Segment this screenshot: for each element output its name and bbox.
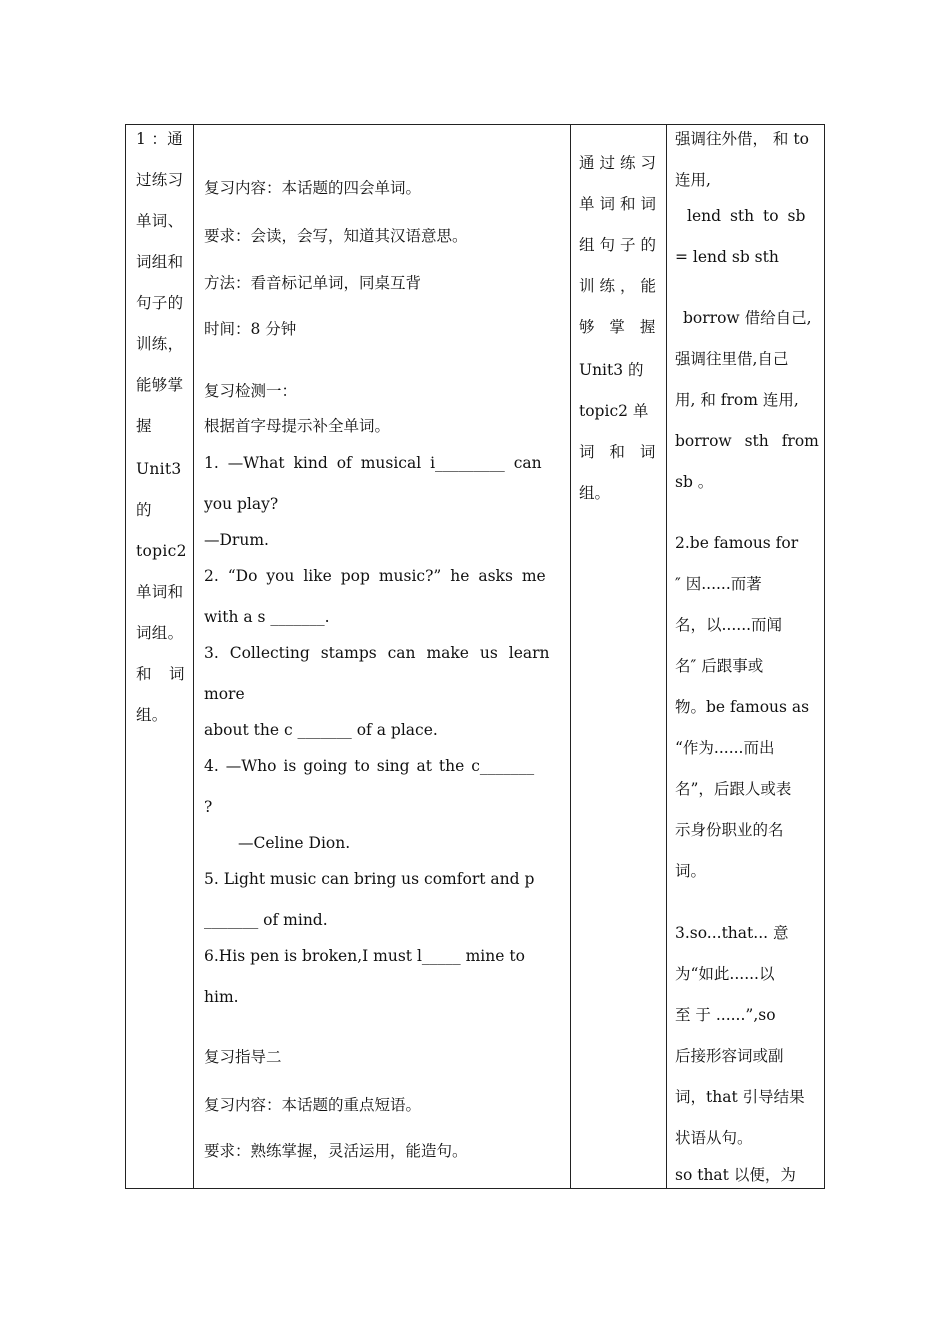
question-5-cont: _______ of mind. <box>204 911 328 929</box>
notes-line: 名″ 后跟事或 <box>675 657 764 675</box>
goals-line: 组句子的 <box>579 236 662 254</box>
question-6: 6.His pen is broken,I must l_____ mine to <box>204 947 525 965</box>
objectives-line: 的 <box>136 501 152 519</box>
notes-line: so that 以便，为 <box>675 1166 796 1184</box>
notes-line: 名，以......而闻 <box>675 616 783 634</box>
notes-line: 至 于 ......”,so <box>675 1006 776 1024</box>
notes-line: 名”，后跟人或表 <box>675 780 792 798</box>
time: 时间：8 分钟 <box>204 320 297 338</box>
notes-line: 示身份职业的名 <box>675 821 784 839</box>
guide-2-title: 复习指导二 <box>204 1048 282 1066</box>
notes-line: borrow 借给自己, <box>683 309 812 327</box>
notes-line: 3.so...that... 意 <box>675 924 789 942</box>
notes-line: ″ 因......而著 <box>675 575 762 593</box>
question-6-cont: him. <box>204 988 239 1006</box>
requirement: 要求：会读，会写，知道其汉语意思。 <box>204 227 468 245</box>
question-4-cont: ? <box>204 798 213 816</box>
question-1-cont: you play? <box>204 495 279 513</box>
objectives-line: 组。 <box>136 706 168 724</box>
notes-line: 词，that 引导结果 <box>675 1088 805 1106</box>
goals-line: 够 掌 握 <box>579 318 661 336</box>
objectives-column <box>126 125 193 1188</box>
objectives-line: 单词、 <box>136 212 184 230</box>
goals-line: 训练，能 <box>579 277 662 295</box>
notes-line: 物。be famous as <box>675 698 810 716</box>
notes-line: 为“如此......以 <box>675 965 775 983</box>
method: 方法：看音标记单词，同桌互背 <box>204 274 422 292</box>
goals-line: topic2 单 <box>579 402 649 420</box>
notes-line: 连用, <box>675 171 711 189</box>
notes-line: 用, 和 from 连用, <box>675 391 799 409</box>
review-column <box>194 125 570 1188</box>
goals-column <box>571 125 666 1188</box>
notes-line: borrow sth from <box>675 432 819 450</box>
objectives-line: 握 <box>136 417 152 435</box>
question-2-cont: with a s _______. <box>204 608 330 626</box>
notes-line: 2.be famous for <box>675 534 799 552</box>
goals-line: 词 和 词 <box>579 443 661 461</box>
objectives-line: 训练， <box>136 335 184 353</box>
notes-line: 后接形容词或副 <box>675 1047 784 1065</box>
question-3: 3. Collecting stamps can make us learn <box>204 644 550 662</box>
guide-2-content: 复习内容：本话题的重点短语。 <box>204 1096 422 1114</box>
review-content: 复习内容：本话题的四会单词。 <box>204 179 422 197</box>
test-instruction: 根据首字母提示补全单词。 <box>204 417 391 435</box>
question-3-cont: about the c _______ of a place. <box>204 721 438 739</box>
notes-line: 词。 <box>675 862 707 880</box>
notes-line: “作为......而出 <box>675 739 775 757</box>
notes-line: 强调往里借,自己 <box>675 350 789 368</box>
objectives-line: 句子的 <box>136 294 184 312</box>
notes-line: 强调往外借， 和 to <box>675 130 809 148</box>
objectives-line: 和 词 <box>136 665 185 683</box>
question-2: 2. “Do you like pop music?” he asks me <box>204 567 546 585</box>
guide-2-requirement: 要求：熟练掌握，灵活运用，能造句。 <box>204 1142 468 1160</box>
notes-line: 状语从句。 <box>675 1129 753 1147</box>
question-5: 5. Light music can bring us comfort and p <box>204 870 535 888</box>
test-title: 复习检测一： <box>204 382 298 400</box>
goals-line: 组。 <box>579 484 611 502</box>
question-1-answer: —Drum. <box>204 531 269 549</box>
objectives-line: 1 ：通 <box>136 130 183 148</box>
question-4-answer: —Celine Dion. <box>238 834 351 852</box>
objectives-line: 词组。 <box>136 624 184 642</box>
objectives-line: 词组和 <box>136 253 184 271</box>
objectives-line: 能够掌 <box>136 376 184 394</box>
question-3-cont: more <box>204 685 245 703</box>
objectives-line: Unit3 <box>136 460 182 478</box>
objectives-line: 过练习 <box>136 171 184 189</box>
question-4: 4. —Who is going to sing at the c_______ <box>204 757 535 775</box>
notes-line: = lend sb sth <box>675 248 779 266</box>
objectives-line: topic2 <box>136 542 187 560</box>
lesson-table <box>125 124 825 1189</box>
goals-line: 通过练习 <box>579 154 662 172</box>
notes-line: sb 。 <box>675 473 714 491</box>
objectives-line: 单词和 <box>136 583 184 601</box>
goals-line: 单词和词 <box>579 195 662 213</box>
notes-line: lend sth to sb <box>687 207 806 225</box>
notes-column <box>667 125 824 1188</box>
goals-line: Unit3 的 <box>579 361 644 379</box>
question-1: 1. —What kind of musical i_________ can <box>204 454 542 472</box>
